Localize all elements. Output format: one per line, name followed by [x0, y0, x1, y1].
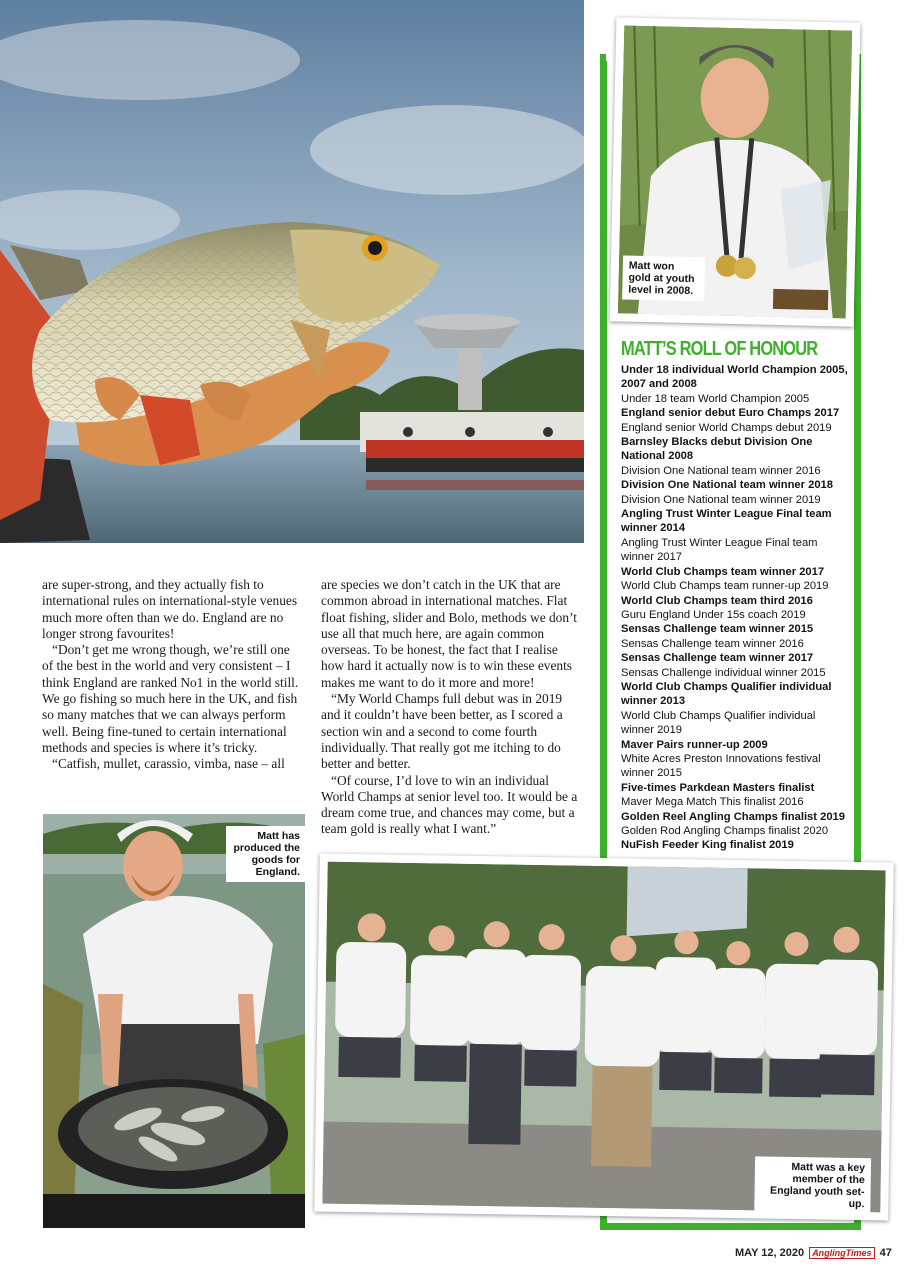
honour-item: Division One National team winner 2019 — [621, 493, 821, 506]
hero-photo-fish — [0, 0, 584, 543]
honour-item: Angling Trust Winter League Final team winner 2017 — [621, 536, 818, 564]
issue-date: MAY 12, 2020 — [735, 1247, 805, 1259]
paragraph: are super-strong, and they actually fish to international rules on international-style venues much more often than we do. England are no longer strong favourites! — [42, 577, 298, 641]
page-footer — [735, 1247, 892, 1259]
honour-item: World Club Champs team third 2016 — [621, 594, 813, 607]
honour-item: White Acres Preston Innovations festival winner 2015 — [621, 752, 821, 780]
honour-item: Maver Pairs runner-up 2009 — [621, 738, 768, 751]
honour-item: Sensas Challenge individual winner 2015 — [621, 666, 826, 679]
paragraph: “Don’t get me wrong though, we’re still one of the best in the world and very consistent – I think England are ranked No1 in the world still. We go fishing so much here in the UK, and fish so many matches that we can always perform well. Being fine-tuned to certain international methods and species is where it’s tricky. — [42, 642, 299, 755]
honour-item: Maver Mega Match This finalist 2016 — [621, 796, 804, 809]
article-column-2 — [321, 577, 583, 838]
honour-item: Under 18 individual World Champion 2005, 2007 and 2008 — [621, 364, 848, 391]
honour-item: Sensas Challenge team winner 2016 — [621, 637, 804, 650]
honour-item: Angling Trust Winter League Final team winner 2014 — [621, 508, 832, 535]
article-column-1 — [42, 577, 304, 773]
honour-item: Sensas Challenge team winner 2017 — [621, 652, 814, 665]
page-number: 47 — [879, 1247, 892, 1259]
honour-item: NuFish Feeder King finalist 2019 — [621, 839, 794, 852]
honour-title: MATT’S ROLL OF HONOUR — [621, 338, 818, 360]
honour-item: Barnsley Blacks debut Division One National 2008 — [621, 436, 813, 463]
team-photo-caption: Matt was a key member of the England youth set-up. — [754, 1156, 871, 1214]
honour-item: Five-times Parkdean Masters finalist — [621, 781, 815, 794]
honour-item: England senior debut Euro Champs 2017 — [621, 407, 840, 420]
publication-logo: AnglingTimes — [809, 1247, 874, 1259]
honour-item: World Club Champs Qualifier individual winner 2019 — [621, 709, 816, 737]
roll-of-honour — [621, 338, 851, 853]
youth-photo-caption: Matt won gold at youth level in 2008. — [622, 255, 705, 301]
honour-item: World Club Champs team winner 2017 — [621, 565, 825, 578]
honour-list — [621, 363, 851, 853]
honour-item: England senior World Champs debut 2019 — [621, 421, 832, 434]
honour-item: Sensas Challenge team winner 2015 — [621, 623, 814, 636]
matt-photo — [43, 814, 305, 1228]
paragraph: are species we don’t catch in the UK that are common abroad in international matches. Flat float fishing, slider and Bolo, methods we don’t use all that much here, are again common overseas. To be honest, the fact that I realise how hard it actually now is to win these events makes me want to do it more and more! — [321, 577, 578, 690]
paragraph: “Catfish, mullet, carassio, vimba, nase – all — [52, 756, 285, 772]
honour-item: Golden Reel Angling Champs finalist 2019 — [621, 810, 846, 823]
paragraph: “My World Champs full debut was in 2019 and it couldn’t have been better, as I scored a section win and a second to come fourth individually. That really got me itching to do better and better. — [321, 691, 563, 772]
matt-photo-caption: Matt has produced the goods for England. — [226, 826, 305, 882]
honour-item: Division One National team winner 2018 — [621, 479, 834, 492]
honour-item: Golden Rod Angling Champs finalist 2020 — [621, 825, 829, 837]
honour-item: World Club Champs Qualifier individual winner 2013 — [621, 680, 832, 708]
youth-photo-frame — [610, 17, 861, 326]
honour-item: Division One National team winner 2016 — [621, 464, 821, 477]
team-photo-frame — [314, 854, 894, 1221]
honour-item: Under 18 team World Champion 2005 — [621, 392, 810, 405]
honour-item: World Club Champs team runner-up 2019 — [621, 580, 829, 593]
honour-item: Guru England Under 15s coach 2019 — [621, 608, 806, 621]
paragraph: “Of course, I’d love to win an individual World Champs at senior level too. It would be a dream come true, and chances may come, but a team gold is really what I want.” — [321, 772, 578, 837]
